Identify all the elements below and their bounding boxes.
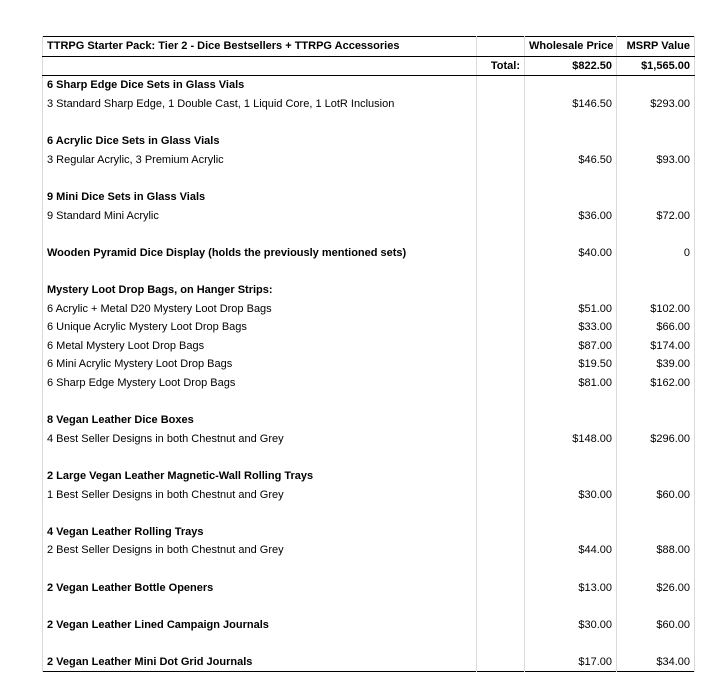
table-row: [43, 467, 695, 486]
table-row: [43, 615, 695, 634]
row-msrp-value: $102.00: [617, 299, 695, 318]
row-spacer: [477, 206, 525, 225]
row-section-title: 6 Sharp Edge Dice Sets in Glass Vials: [43, 76, 477, 95]
table-row: [43, 281, 695, 300]
row-wholesale-price: [525, 281, 617, 300]
totals-msrp-value: $1,565.00: [617, 56, 695, 76]
row-msrp-value: $293.00: [617, 95, 695, 114]
row-description: 3 Regular Acrylic, 3 Premium Acrylic: [43, 151, 477, 170]
row-spacer: [477, 337, 525, 356]
row-section-title: 8 Vegan Leather Dice Boxes: [43, 411, 477, 430]
row-spacer: [477, 634, 525, 653]
row-msrp-value: [617, 560, 695, 579]
product-table: [42, 36, 695, 672]
table-row: [43, 355, 695, 374]
row-spacer: [477, 244, 525, 263]
row-section-title: 6 Acrylic Dice Sets in Glass Vials: [43, 132, 477, 151]
row-wholesale-price: $30.00: [525, 485, 617, 504]
row-description: 1 Best Seller Designs in both Chestnut and Grey: [43, 485, 477, 504]
row-msrp-value: [617, 504, 695, 523]
row-wholesale-price: $87.00: [525, 337, 617, 356]
row-section-title: 2 Vegan Leather Bottle Openers: [43, 578, 477, 597]
table-row: [43, 76, 695, 95]
row-wholesale-price: $13.00: [525, 578, 617, 597]
row-spacer: [477, 132, 525, 151]
row-spacer: [477, 429, 525, 448]
row-msrp-value: [617, 169, 695, 188]
table-body: [43, 37, 695, 672]
table-row: [43, 541, 695, 560]
row-wholesale-price: $40.00: [525, 244, 617, 263]
table-row: [43, 653, 695, 672]
totals-label: Total:: [477, 56, 525, 76]
row-wholesale-price: [525, 262, 617, 281]
row-wholesale-price: [525, 634, 617, 653]
row-spacer: [477, 188, 525, 207]
row-spacer: [477, 485, 525, 504]
row-spacer: [477, 615, 525, 634]
row-msrp-value: [617, 225, 695, 244]
row-spacer: [477, 467, 525, 486]
row-description: 6 Metal Mystery Loot Drop Bags: [43, 337, 477, 356]
row-wholesale-price: [525, 169, 617, 188]
row-spacer: [477, 169, 525, 188]
row-msrp-value: $296.00: [617, 429, 695, 448]
row-wholesale-price: $17.00: [525, 653, 617, 672]
row-spacer: [477, 541, 525, 560]
table-row: [43, 188, 695, 207]
table-row: [43, 411, 695, 430]
table-row: [43, 522, 695, 541]
table-row: [43, 244, 695, 263]
row-wholesale-price: $33.00: [525, 318, 617, 337]
table-row: [43, 337, 695, 356]
row-description: 4 Best Seller Designs in both Chestnut and Grey: [43, 429, 477, 448]
row-description: [43, 169, 477, 188]
row-spacer: [477, 281, 525, 300]
row-wholesale-price: [525, 225, 617, 244]
table-row: [43, 429, 695, 448]
row-spacer: [477, 597, 525, 616]
row-wholesale-price: [525, 560, 617, 579]
row-wholesale-price: $30.00: [525, 615, 617, 634]
row-msrp-value: [617, 448, 695, 467]
row-spacer: [477, 355, 525, 374]
row-wholesale-price: [525, 522, 617, 541]
row-description: [43, 448, 477, 467]
row-description: [43, 113, 477, 132]
table-row: [43, 151, 695, 170]
row-section-title: 4 Vegan Leather Rolling Trays: [43, 522, 477, 541]
row-spacer: [477, 522, 525, 541]
row-msrp-value: $60.00: [617, 615, 695, 634]
row-wholesale-price: [525, 392, 617, 411]
row-wholesale-price: $46.50: [525, 151, 617, 170]
table-blank-row: [43, 448, 695, 467]
table-blank-row: [43, 169, 695, 188]
table-blank-row: [43, 392, 695, 411]
row-description: [43, 225, 477, 244]
row-wholesale-price: [525, 467, 617, 486]
row-description: 6 Sharp Edge Mystery Loot Drop Bags: [43, 374, 477, 393]
table-blank-row: [43, 597, 695, 616]
row-wholesale-price: [525, 113, 617, 132]
row-msrp-value: [617, 262, 695, 281]
row-msrp-value: [617, 467, 695, 486]
row-spacer: [477, 299, 525, 318]
row-spacer: [477, 113, 525, 132]
row-spacer: [477, 151, 525, 170]
table-header-row: [43, 37, 695, 57]
row-description: [43, 634, 477, 653]
row-section-title: Wooden Pyramid Dice Display (holds the previously mentioned sets): [43, 244, 477, 263]
table-blank-row: [43, 634, 695, 653]
row-wholesale-price: [525, 504, 617, 523]
row-description: 6 Acrylic + Metal D20 Mystery Loot Drop Bags: [43, 299, 477, 318]
row-description: 2 Best Seller Designs in both Chestnut and Grey: [43, 541, 477, 560]
table-blank-row: [43, 560, 695, 579]
row-section-title: 2 Large Vegan Leather Magnetic-Wall Rolling Trays: [43, 467, 477, 486]
row-spacer: [477, 318, 525, 337]
row-section-title: Mystery Loot Drop Bags, on Hanger Strips:: [43, 281, 477, 300]
row-spacer: [477, 411, 525, 430]
row-description: 6 Unique Acrylic Mystery Loot Drop Bags: [43, 318, 477, 337]
row-spacer: [477, 392, 525, 411]
row-wholesale-price: [525, 188, 617, 207]
table-row: [43, 206, 695, 225]
row-msrp-value: $39.00: [617, 355, 695, 374]
row-wholesale-price: $19.50: [525, 355, 617, 374]
row-msrp-value: 0: [617, 244, 695, 263]
row-msrp-value: $88.00: [617, 541, 695, 560]
row-description: 3 Standard Sharp Edge, 1 Double Cast, 1 Liquid Core, 1 LotR Inclusion: [43, 95, 477, 114]
row-description: [43, 597, 477, 616]
table-row: [43, 374, 695, 393]
header-msrp-value: MSRP Value: [617, 37, 695, 57]
row-description: [43, 504, 477, 523]
table-row: [43, 318, 695, 337]
row-msrp-value: [617, 392, 695, 411]
row-spacer: [477, 374, 525, 393]
spreadsheet-sheet: [42, 36, 694, 672]
row-spacer: [477, 653, 525, 672]
row-description: [43, 392, 477, 411]
row-description: [43, 262, 477, 281]
row-spacer: [477, 76, 525, 95]
row-wholesale-price: $146.50: [525, 95, 617, 114]
row-wholesale-price: $44.00: [525, 541, 617, 560]
row-wholesale-price: [525, 411, 617, 430]
table-row: [43, 485, 695, 504]
row-section-title: 9 Mini Dice Sets in Glass Vials: [43, 188, 477, 207]
totals-wholesale-price: $822.50: [525, 56, 617, 76]
header-wholesale-price: Wholesale Price: [525, 37, 617, 57]
row-msrp-value: [617, 281, 695, 300]
row-description: [43, 560, 477, 579]
table-row: [43, 132, 695, 151]
row-msrp-value: [617, 113, 695, 132]
row-wholesale-price: [525, 448, 617, 467]
table-blank-row: [43, 504, 695, 523]
row-wholesale-price: $51.00: [525, 299, 617, 318]
row-section-title: 2 Vegan Leather Lined Campaign Journals: [43, 615, 477, 634]
table-row: [43, 299, 695, 318]
row-wholesale-price: $36.00: [525, 206, 617, 225]
table-blank-row: [43, 225, 695, 244]
row-msrp-value: [617, 634, 695, 653]
row-spacer: [477, 560, 525, 579]
row-spacer: [477, 262, 525, 281]
row-wholesale-price: $81.00: [525, 374, 617, 393]
row-msrp-value: [617, 188, 695, 207]
row-wholesale-price: [525, 76, 617, 95]
header-description: TTRPG Starter Pack: Tier 2 - Dice Bestsellers + TTRPG Accessories: [43, 37, 477, 57]
row-msrp-value: [617, 522, 695, 541]
table-row: [43, 95, 695, 114]
totals-row: [43, 56, 695, 76]
table-blank-row: [43, 113, 695, 132]
row-msrp-value: [617, 597, 695, 616]
row-spacer: [477, 504, 525, 523]
row-spacer: [477, 225, 525, 244]
row-spacer: [477, 95, 525, 114]
row-msrp-value: $26.00: [617, 578, 695, 597]
header-spacer: [477, 37, 525, 57]
row-msrp-value: $72.00: [617, 206, 695, 225]
totals-blank: [43, 56, 477, 76]
row-wholesale-price: [525, 597, 617, 616]
row-msrp-value: [617, 411, 695, 430]
row-description: 9 Standard Mini Acrylic: [43, 206, 477, 225]
row-wholesale-price: $148.00: [525, 429, 617, 448]
row-wholesale-price: [525, 132, 617, 151]
row-msrp-value: $162.00: [617, 374, 695, 393]
row-msrp-value: $174.00: [617, 337, 695, 356]
row-msrp-value: [617, 76, 695, 95]
row-msrp-value: $60.00: [617, 485, 695, 504]
row-msrp-value: $93.00: [617, 151, 695, 170]
row-msrp-value: $66.00: [617, 318, 695, 337]
table-blank-row: [43, 262, 695, 281]
row-section-title: 2 Vegan Leather Mini Dot Grid Journals: [43, 653, 477, 672]
row-spacer: [477, 448, 525, 467]
table-row: [43, 578, 695, 597]
row-msrp-value: [617, 132, 695, 151]
row-msrp-value: $34.00: [617, 653, 695, 672]
row-spacer: [477, 578, 525, 597]
row-description: 6 Mini Acrylic Mystery Loot Drop Bags: [43, 355, 477, 374]
